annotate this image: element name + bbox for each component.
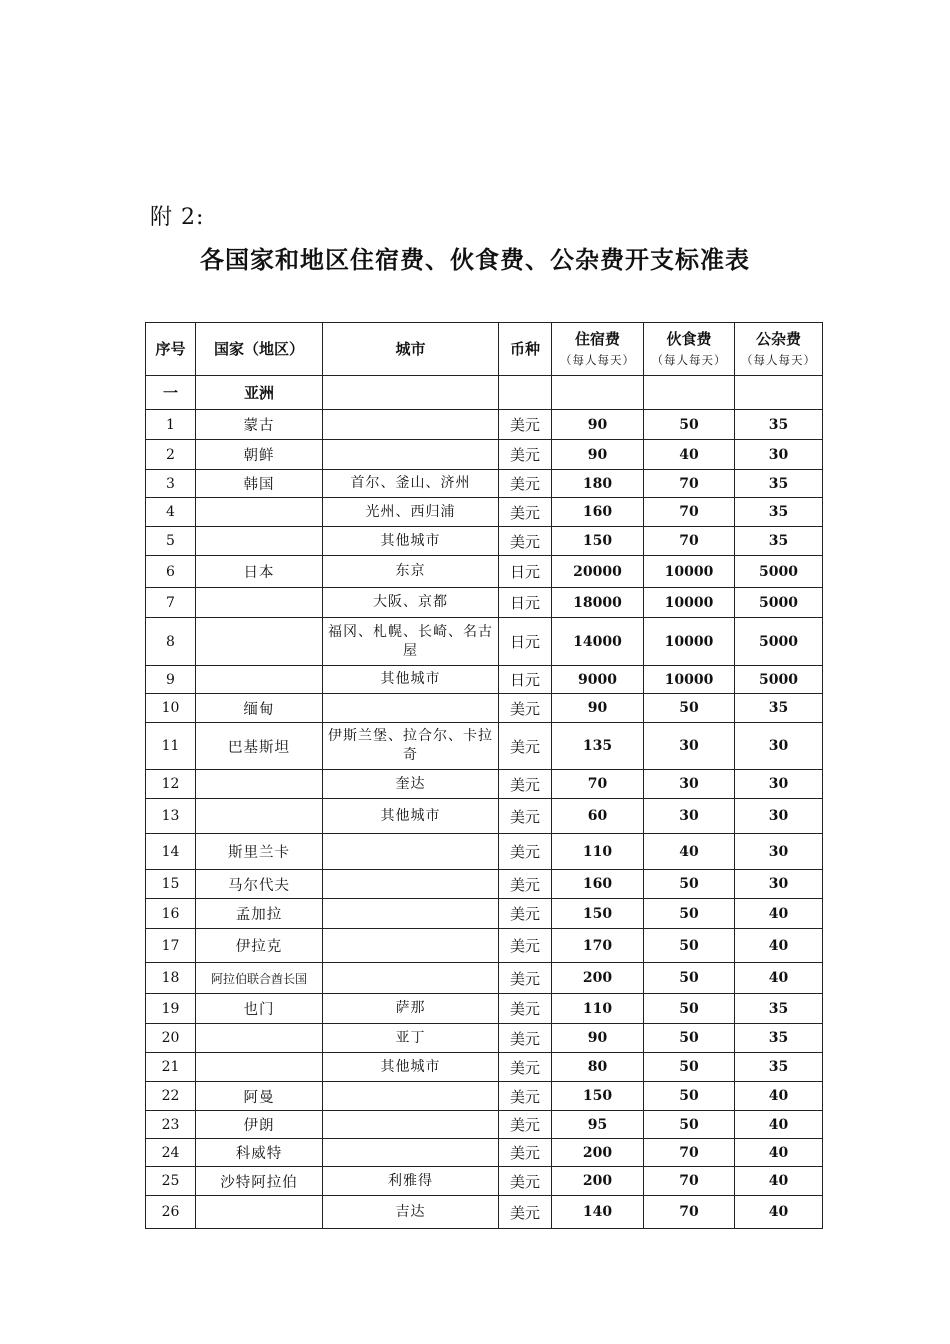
cell-misc: 30 — [735, 770, 823, 799]
cell-country: 沙特阿拉伯 — [196, 1167, 323, 1196]
cell-city — [323, 1082, 499, 1111]
cell-lodging: 90 — [552, 440, 644, 470]
table-row — [146, 498, 823, 527]
cell-currency: 美元 — [499, 834, 552, 870]
cell-currency: 美元 — [499, 527, 552, 556]
cell-food: 50 — [644, 694, 735, 723]
table-row — [146, 1082, 823, 1111]
cell-lodging: 150 — [552, 899, 644, 929]
cell-city — [323, 1139, 499, 1167]
cell-lodging: 110 — [552, 834, 644, 870]
cell-seq: 26 — [146, 1196, 196, 1229]
cell-food: 50 — [644, 899, 735, 929]
cell-lodging: 150 — [552, 1082, 644, 1111]
cell-seq: 15 — [146, 870, 196, 899]
table-row — [146, 1111, 823, 1139]
cell-food: 50 — [644, 963, 735, 994]
cell-misc: 30 — [735, 723, 823, 770]
cell-country: 蒙古 — [196, 410, 323, 440]
header-misc-label: 公杂费 — [755, 329, 801, 348]
cell-food: 70 — [644, 470, 735, 498]
cell-seq: 11 — [146, 723, 196, 770]
table-row — [146, 694, 823, 723]
cell-lodging: 200 — [552, 963, 644, 994]
cell-food: 10000 — [644, 618, 735, 666]
cell-currency: 美元 — [499, 1139, 552, 1167]
cell-country — [196, 618, 323, 666]
table-row — [146, 1196, 823, 1229]
table-row — [146, 1024, 823, 1053]
cell-city — [323, 440, 499, 470]
table-row — [146, 440, 823, 470]
cell-lodging: 200 — [552, 1139, 644, 1167]
cell-food: 70 — [644, 498, 735, 527]
table-row — [146, 799, 823, 834]
cell-city: 奎达 — [323, 770, 499, 799]
cell-lodging: 90 — [552, 410, 644, 440]
cell-city — [323, 1111, 499, 1139]
cell-currency: 美元 — [499, 963, 552, 994]
cell-food: 50 — [644, 1053, 735, 1082]
cell-country — [196, 1053, 323, 1082]
cell-country: 也门 — [196, 994, 323, 1024]
cell-currency: 美元 — [499, 870, 552, 899]
cell-city — [323, 899, 499, 929]
cell-misc: 40 — [735, 963, 823, 994]
cell-city: 亚丁 — [323, 1024, 499, 1053]
cell-lodging: 170 — [552, 929, 644, 963]
cell-lodging: 150 — [552, 527, 644, 556]
cell-seq: 12 — [146, 770, 196, 799]
table-row — [146, 1139, 823, 1167]
cell-lodging: 60 — [552, 799, 644, 834]
cell-country: 阿拉伯联合酋长国 — [196, 963, 323, 994]
cell-lodging: 20000 — [552, 556, 644, 588]
cell-city — [323, 963, 499, 994]
cell-food: 70 — [644, 527, 735, 556]
table-row — [146, 834, 823, 870]
cell-seq: 24 — [146, 1139, 196, 1167]
cell-country — [196, 666, 323, 694]
cell-lodging: 180 — [552, 470, 644, 498]
cell-currency: 美元 — [499, 410, 552, 440]
table-header-row — [146, 323, 823, 376]
cell-seq: 20 — [146, 1024, 196, 1053]
header-misc-sub: （每人每天） — [741, 352, 816, 367]
cell-seq: 7 — [146, 588, 196, 618]
cell-misc: 35 — [735, 1053, 823, 1082]
expense-standards-table — [145, 322, 823, 1229]
cell-food: 10000 — [644, 588, 735, 618]
cell-lodging: 90 — [552, 694, 644, 723]
cell-city: 吉达 — [323, 1196, 499, 1229]
cell-city — [323, 870, 499, 899]
cell-currency: 美元 — [499, 1082, 552, 1111]
cell-seq: 2 — [146, 440, 196, 470]
header-currency: 币种 — [499, 323, 552, 376]
cell-country: 日本 — [196, 556, 323, 588]
cell-lodging: 160 — [552, 870, 644, 899]
cell-misc: 35 — [735, 527, 823, 556]
cell-seq: 16 — [146, 899, 196, 929]
cell-currency: 美元 — [499, 899, 552, 929]
cell-seq: 4 — [146, 498, 196, 527]
cell-city: 大阪、京都 — [323, 588, 499, 618]
document-title: 各国家和地区住宿费、伙食费、公杂费开支标准表 — [200, 245, 750, 274]
cell-lodging: 18000 — [552, 588, 644, 618]
cell-country: 缅甸 — [196, 694, 323, 723]
cell-lodging: 200 — [552, 1167, 644, 1196]
cell-lodging: 70 — [552, 770, 644, 799]
table-row — [146, 556, 823, 588]
cell-seq: 3 — [146, 470, 196, 498]
cell-lodging: 9000 — [552, 666, 644, 694]
section-row-asia — [146, 376, 823, 410]
cell-currency: 日元 — [499, 588, 552, 618]
cell-city: 其他城市 — [323, 799, 499, 834]
cell-country: 巴基斯坦 — [196, 723, 323, 770]
header-food-sub: （每人每天） — [651, 352, 727, 367]
header-city: 城市 — [323, 323, 499, 376]
cell-seq: 8 — [146, 618, 196, 666]
cell-seq: 5 — [146, 527, 196, 556]
cell-country: 韩国 — [196, 470, 323, 498]
section-seq: 一 — [146, 376, 196, 410]
cell-lodging: 110 — [552, 994, 644, 1024]
cell-lodging: 140 — [552, 1196, 644, 1229]
header-misc — [735, 323, 823, 376]
header-lodging — [552, 323, 644, 376]
cell-country: 伊拉克 — [196, 929, 323, 963]
cell-food: 40 — [644, 834, 735, 870]
cell-currency: 美元 — [499, 723, 552, 770]
cell-misc: 40 — [735, 1167, 823, 1196]
cell-food: 50 — [644, 1111, 735, 1139]
cell-food: 50 — [644, 410, 735, 440]
cell-city: 其他城市 — [323, 527, 499, 556]
cell-currency: 美元 — [499, 929, 552, 963]
cell-currency: 美元 — [499, 470, 552, 498]
cell-seq: 6 — [146, 556, 196, 588]
cell-currency: 美元 — [499, 1053, 552, 1082]
cell-seq: 14 — [146, 834, 196, 870]
table-row — [146, 870, 823, 899]
cell-city: 首尔、釜山、济州 — [323, 470, 499, 498]
cell-seq: 25 — [146, 1167, 196, 1196]
cell-city — [323, 929, 499, 963]
cell-city: 利雅得 — [323, 1167, 499, 1196]
cell-misc: 35 — [735, 498, 823, 527]
table-row — [146, 527, 823, 556]
header-seq: 序号 — [146, 323, 196, 376]
cell-food: 70 — [644, 1139, 735, 1167]
cell-lodging: 160 — [552, 498, 644, 527]
cell-misc: 40 — [735, 1082, 823, 1111]
cell-food: 10000 — [644, 666, 735, 694]
cell-food: 30 — [644, 799, 735, 834]
cell-seq: 21 — [146, 1053, 196, 1082]
cell-lodging: 14000 — [552, 618, 644, 666]
section-empty-cell — [323, 376, 499, 410]
cell-city: 其他城市 — [323, 1053, 499, 1082]
cell-currency: 日元 — [499, 556, 552, 588]
cell-city — [323, 694, 499, 723]
cell-seq: 1 — [146, 410, 196, 440]
cell-seq: 22 — [146, 1082, 196, 1111]
header-lodging-sub: （每人每天） — [560, 352, 635, 367]
table-row — [146, 588, 823, 618]
cell-seq: 9 — [146, 666, 196, 694]
cell-misc: 35 — [735, 470, 823, 498]
table-row — [146, 410, 823, 440]
table-row — [146, 1167, 823, 1196]
table-row — [146, 666, 823, 694]
cell-country: 马尔代夫 — [196, 870, 323, 899]
cell-food: 50 — [644, 929, 735, 963]
attachment-label: 附 2: — [150, 205, 205, 230]
cell-lodging: 135 — [552, 723, 644, 770]
cell-seq: 17 — [146, 929, 196, 963]
cell-food: 40 — [644, 440, 735, 470]
cell-misc: 35 — [735, 410, 823, 440]
cell-country — [196, 770, 323, 799]
table-row — [146, 770, 823, 799]
cell-misc: 40 — [735, 929, 823, 963]
table-row — [146, 723, 823, 770]
cell-misc: 40 — [735, 1139, 823, 1167]
cell-currency: 美元 — [499, 498, 552, 527]
cell-misc: 5000 — [735, 618, 823, 666]
cell-misc: 5000 — [735, 556, 823, 588]
cell-lodging: 95 — [552, 1111, 644, 1139]
cell-currency: 美元 — [499, 1196, 552, 1229]
cell-country: 斯里兰卡 — [196, 834, 323, 870]
cell-food: 70 — [644, 1196, 735, 1229]
cell-currency: 日元 — [499, 618, 552, 666]
cell-seq: 10 — [146, 694, 196, 723]
cell-country — [196, 498, 323, 527]
section-empty-cell — [644, 376, 735, 410]
cell-currency: 日元 — [499, 666, 552, 694]
cell-currency: 美元 — [499, 1167, 552, 1196]
cell-misc: 5000 — [735, 666, 823, 694]
cell-misc: 5000 — [735, 588, 823, 618]
cell-seq: 13 — [146, 799, 196, 834]
cell-misc: 35 — [735, 694, 823, 723]
cell-city: 伊斯兰堡、拉合尔、卡拉奇 — [323, 723, 499, 770]
cell-seq: 18 — [146, 963, 196, 994]
section-empty-cell — [735, 376, 823, 410]
cell-city: 光州、西归浦 — [323, 498, 499, 527]
cell-food: 50 — [644, 1024, 735, 1053]
cell-country: 阿曼 — [196, 1082, 323, 1111]
cell-misc: 40 — [735, 899, 823, 929]
cell-city: 东京 — [323, 556, 499, 588]
cell-lodging: 90 — [552, 1024, 644, 1053]
cell-country — [196, 527, 323, 556]
cell-food: 50 — [644, 1082, 735, 1111]
cell-food: 10000 — [644, 556, 735, 588]
table-row — [146, 618, 823, 666]
cell-currency: 美元 — [499, 1024, 552, 1053]
cell-country: 朝鲜 — [196, 440, 323, 470]
cell-currency: 美元 — [499, 799, 552, 834]
section-empty-cell — [499, 376, 552, 410]
cell-city: 萨那 — [323, 994, 499, 1024]
cell-food: 70 — [644, 1167, 735, 1196]
table-row — [146, 899, 823, 929]
cell-food: 30 — [644, 770, 735, 799]
cell-country — [196, 799, 323, 834]
header-lodging-label: 住宿费 — [574, 329, 620, 348]
cell-food: 50 — [644, 870, 735, 899]
cell-country — [196, 1024, 323, 1053]
table-row — [146, 470, 823, 498]
cell-city — [323, 410, 499, 440]
cell-misc: 30 — [735, 834, 823, 870]
cell-currency: 美元 — [499, 770, 552, 799]
cell-misc: 35 — [735, 1024, 823, 1053]
cell-city: 其他城市 — [323, 666, 499, 694]
cell-misc: 30 — [735, 799, 823, 834]
cell-currency: 美元 — [499, 440, 552, 470]
cell-city: 福冈、札幌、长崎、名古屋 — [323, 618, 499, 666]
cell-seq: 19 — [146, 994, 196, 1024]
cell-food: 30 — [644, 723, 735, 770]
cell-country: 伊朗 — [196, 1111, 323, 1139]
header-food-label: 伙食费 — [666, 329, 712, 348]
section-name: 亚洲 — [196, 376, 323, 410]
cell-country: 孟加拉 — [196, 899, 323, 929]
cell-seq: 23 — [146, 1111, 196, 1139]
table-row — [146, 1053, 823, 1082]
cell-country: 科威特 — [196, 1139, 323, 1167]
cell-currency: 美元 — [499, 1111, 552, 1139]
cell-misc: 30 — [735, 870, 823, 899]
cell-city — [323, 834, 499, 870]
cell-country — [196, 588, 323, 618]
cell-misc: 30 — [735, 440, 823, 470]
cell-misc: 40 — [735, 1196, 823, 1229]
cell-country — [196, 1196, 323, 1229]
header-country: 国家（地区） — [196, 323, 323, 376]
section-empty-cell — [552, 376, 644, 410]
cell-lodging: 80 — [552, 1053, 644, 1082]
table-row — [146, 994, 823, 1024]
cell-food: 50 — [644, 994, 735, 1024]
cell-currency: 美元 — [499, 694, 552, 723]
cell-currency: 美元 — [499, 994, 552, 1024]
header-food — [644, 323, 735, 376]
table-row — [146, 963, 823, 994]
cell-misc: 40 — [735, 1111, 823, 1139]
cell-misc: 35 — [735, 994, 823, 1024]
table-row — [146, 929, 823, 963]
